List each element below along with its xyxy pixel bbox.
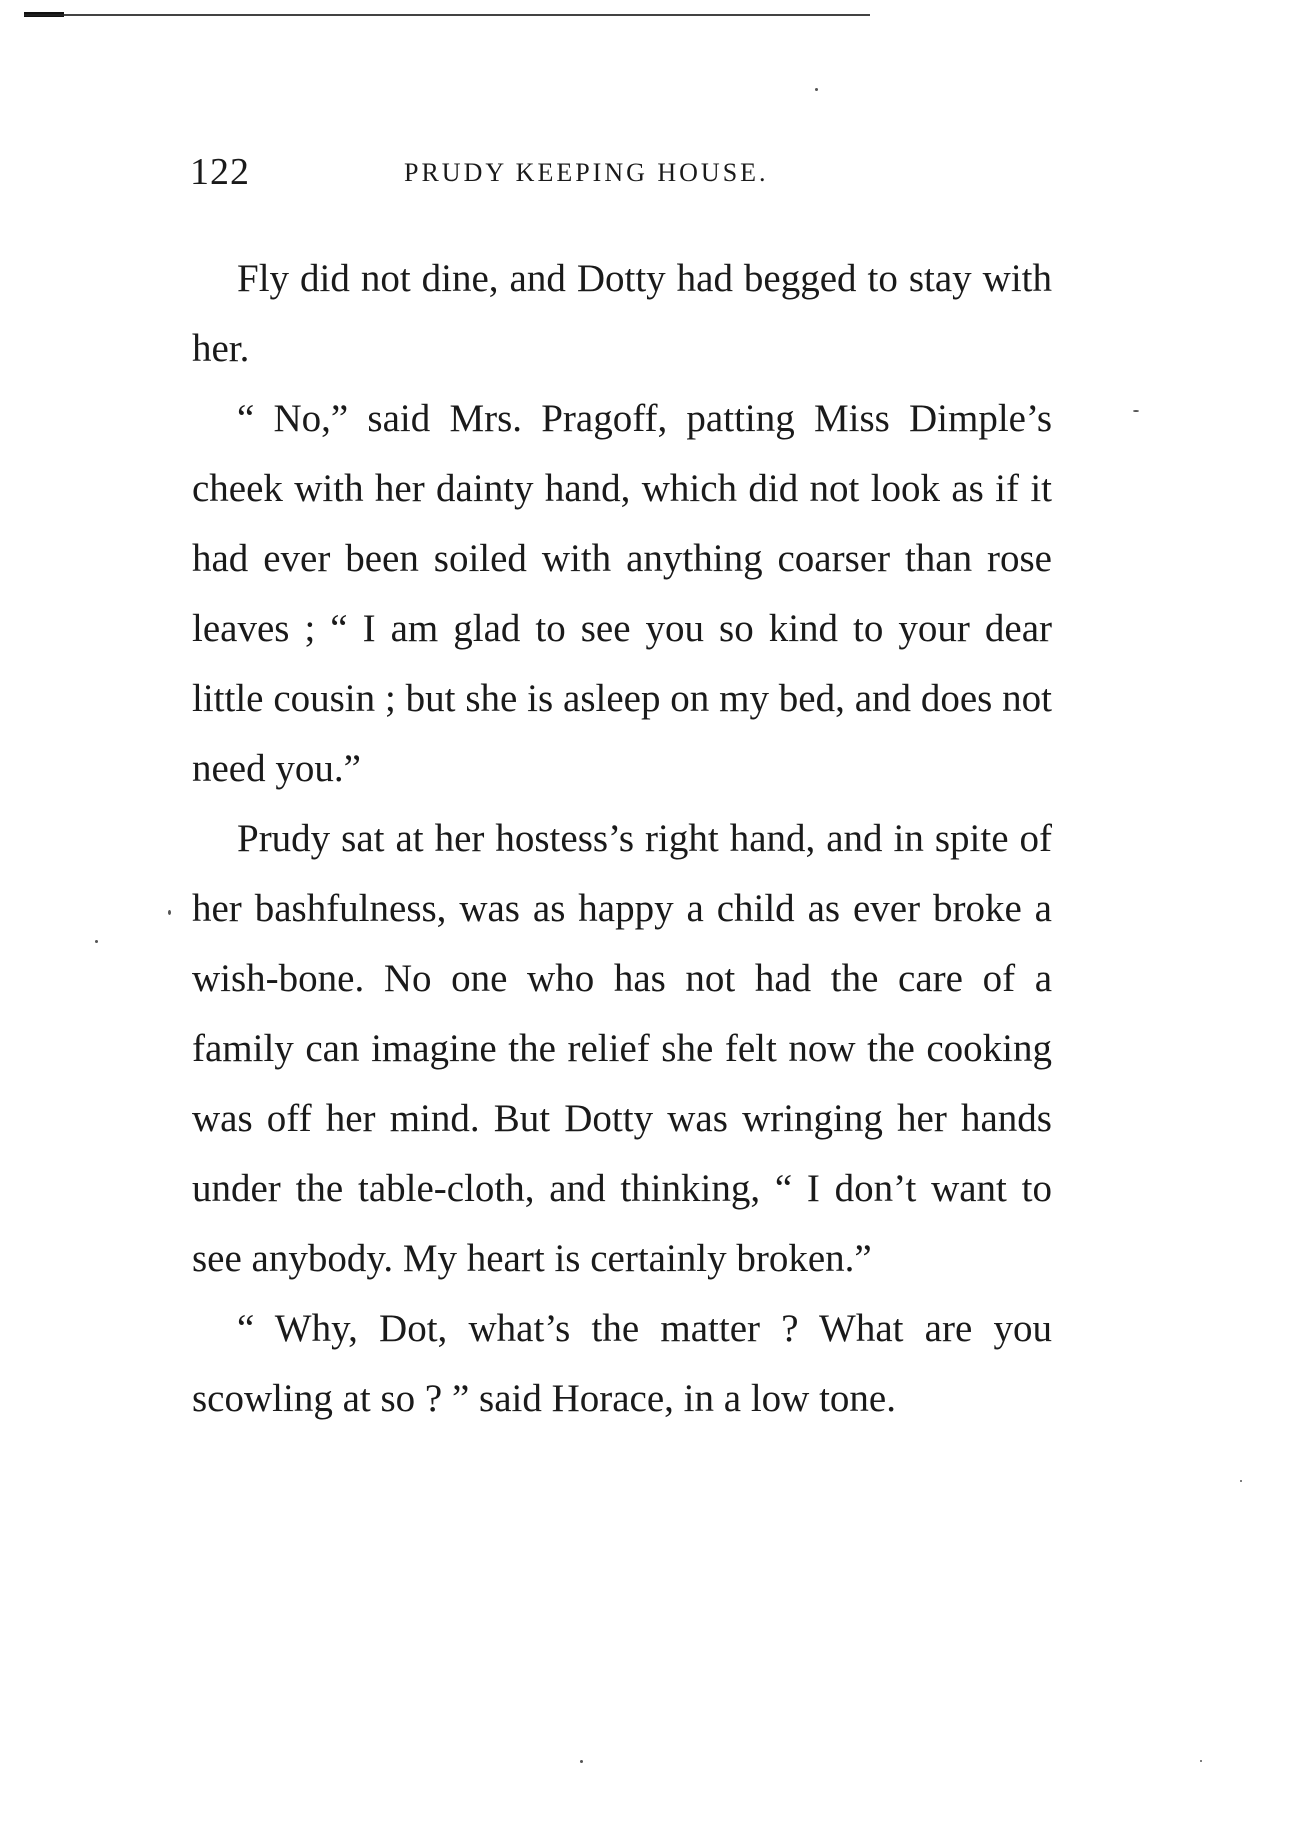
paragraph: Fly did not dine, and Dotty had begged to stay with her. <box>192 257 1052 370</box>
scan-speck <box>1200 1760 1202 1762</box>
page-header <box>190 152 1060 192</box>
top-rule <box>24 14 870 16</box>
paragraph: “ Why, Dot, what’s the matter ? What are you scowling at so ? ” said Horace, in a low tone. <box>192 1307 1052 1420</box>
scan-speck <box>95 940 98 943</box>
page-body <box>192 244 1052 1434</box>
scan-speck <box>580 1760 583 1763</box>
scan-speck <box>168 910 171 915</box>
paragraph: “ No,” said Mrs. Pragoff, patting Miss Dimple’s cheek with her dainty hand, which did not look as if it had ever been soiled with anything coarser than rose leaves ; “ I am glad to see you so kind to your dear little cousin ; but she is asleep on my bed, and does not need you.” <box>192 397 1052 790</box>
scan-speck <box>1133 410 1139 412</box>
paragraph: Prudy sat at her hostess’s right hand, and in spite of her bashfulness, was as happy a child as ever broke a wish-bone. No one who has not had the care of a family can imagine the relief she felt now the cooking was off her mind. But Dotty was wringing her hands under the table-cloth, and thinking, “ I don’t want to see anybody. My heart is certainly broken.” <box>192 817 1052 1280</box>
running-title: PRUDY KEEPING HOUSE. <box>404 158 769 187</box>
scan-speck <box>815 88 818 91</box>
scan-speck <box>1240 1480 1242 1482</box>
page-number: 122 <box>190 151 250 193</box>
